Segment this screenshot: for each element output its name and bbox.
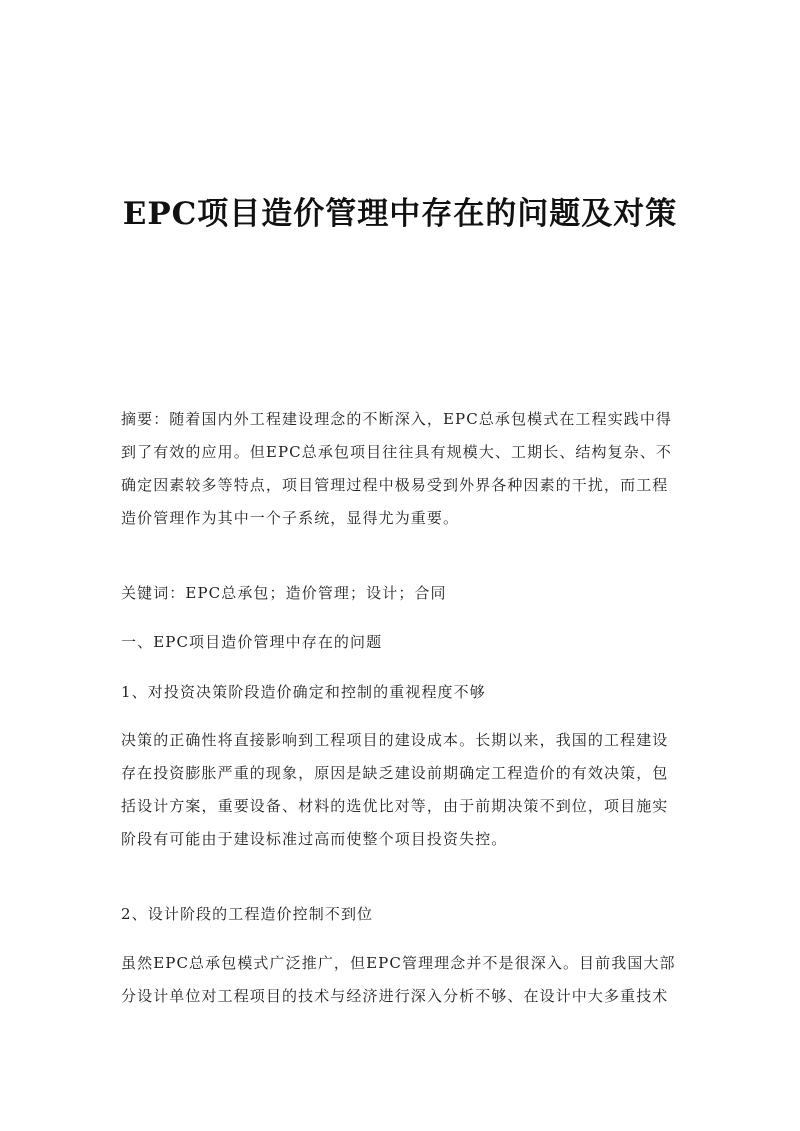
subsection-heading-text: 1、对投资决策阶段造价确定和控制的重视程度不够 — [121, 683, 486, 701]
subsection-heading-2 — [121, 898, 681, 931]
abstract-line: 摘要：随着国内外工程建设理念的不断深入，EPC总承包模式在工程实践中得 — [121, 410, 673, 428]
subsection-heading-text: 2、设计阶段的工程造价控制不到位 — [121, 905, 374, 923]
paragraph-line: 括设计方案，重要设备、材料的选优比对等，由于前期决策不到位，项目施实 — [121, 797, 669, 815]
subsection-heading-1 — [121, 676, 681, 709]
abstract-paragraph — [121, 403, 681, 535]
paragraph-line: 阶段有可能由于建设标准过高而使整个项目投资失控。 — [121, 830, 508, 848]
abstract-line: 到了有效的应用。但EPC总承包项目往往具有规模大、工期长、结构复杂、不 — [121, 443, 673, 461]
subsection-1-paragraph — [121, 724, 681, 856]
abstract-line: 确定因素较多等特点，项目管理过程中极易受到外界各种因素的干扰，而工程 — [121, 476, 669, 494]
subsection-2-paragraph — [121, 947, 681, 1013]
keywords-line — [121, 577, 681, 610]
abstract-line: 造价管理作为其中一个子系统，显得尤为重要。 — [121, 509, 460, 527]
paragraph-line: 分设计单位对工程项目的技术与经济进行深入分析不够、在设计中大多重技术 — [121, 987, 669, 1005]
paragraph-line: 虽然EPC总承包模式广泛推广，但EPC管理理念并不是很深入。目前我国大部 — [121, 954, 676, 972]
document-title: EPC项目造价管理中存在的问题及对策 — [122, 196, 678, 232]
paragraph-line: 决策的正确性将直接影响到工程项目的建设成本。长期以来，我国的工程建设 — [121, 731, 669, 749]
keywords-text: 关键词：EPC总承包；造价管理；设计；合同 — [121, 584, 447, 602]
paragraph-line: 存在投资膨胀严重的现象，原因是缺乏建设前期确定工程造价的有效决策，包 — [121, 764, 669, 782]
section-heading — [121, 626, 681, 659]
section-heading-text: 一、EPC项目造价管理中存在的问题 — [121, 633, 383, 651]
